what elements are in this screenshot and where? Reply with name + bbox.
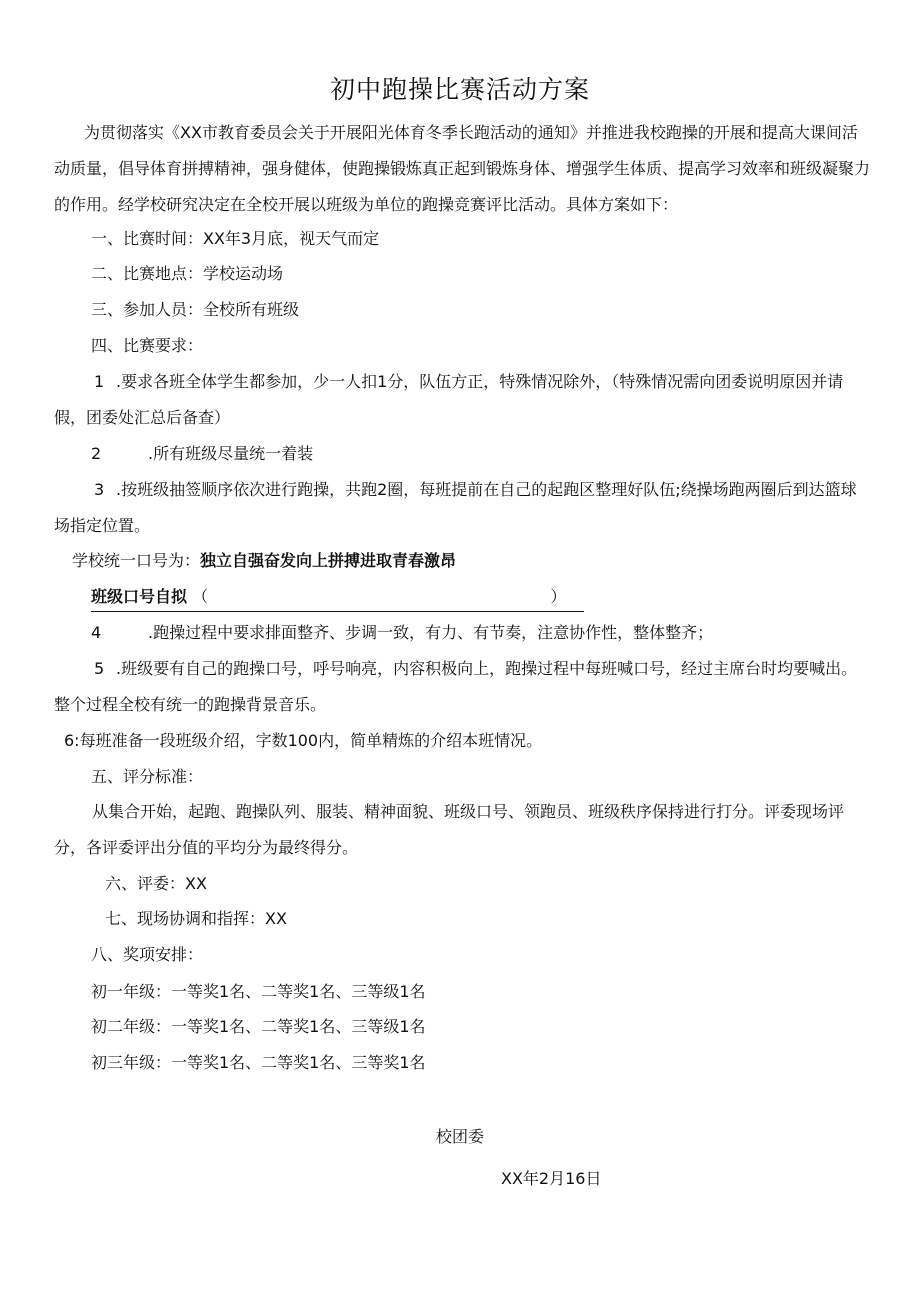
date: XX年2月16日 xyxy=(501,1169,602,1188)
req6-text: 6:每班准备一段班级介绍，字数100内，简单精炼的介绍本班情况。 xyxy=(64,731,543,750)
req4-text: .跑操过程中要求排面整齐、步调一致，有力、有节奏，注意协作性，整体整齐； xyxy=(148,623,714,642)
class-slogan-blank xyxy=(91,586,584,612)
section-place: 二、比赛地点：学校运动场 xyxy=(91,264,284,283)
class-slogan-close-paren: ） xyxy=(550,587,567,606)
class-slogan-label: 班级口号自拟 xyxy=(91,587,188,606)
req3-text: .按班级抽签顺序依次进行跑操，共跑2圈，每班提前在自己的起跑区整理好队伍;绕操场跑两圈后到达篮球场指定位置。 xyxy=(54,480,857,535)
school-slogan-text: 独立自强奋发向上拼搏进取青春激昂 xyxy=(200,551,457,570)
scoring-text: 从集合开始，起跑、跑操队列、服装、精神面貌、班级口号、领跑员、班级秩序保持进行打分。评委现场评分，各评委评出分值的平均分为最终得分。 xyxy=(54,802,845,857)
section-requirements-heading: 四、比赛要求： xyxy=(91,336,204,355)
school-slogan xyxy=(72,550,456,572)
award-grade3: 初三年级：一等奖1名、二等奖1名、三等奖1名 xyxy=(91,1053,426,1072)
signature: 校团委 xyxy=(436,1127,485,1146)
intro-paragraph: 为贯彻落实《XX市教育委员会关于开展阳光体育冬季长跑活动的通知》并推进我校跑操的开展和提高大课间活动质量，倡导体育拼搏精神，强身健体，使跑操锻炼真正起到锻炼身体、增强学生体质、提高学习效率和班级凝聚力的作用。经学校研究决定在全校开展以班级为单位的跑操竞赛评比活动。具体方案如下： xyxy=(54,123,871,214)
req5-text: .班级要有自己的跑操口号，呼号响亮，内容积极向上，跑操过程中每班喊口号，经过主席台时均要喊出。整个过程全校有统一的跑操背景音乐。 xyxy=(54,659,858,714)
req4-number: 4 xyxy=(91,623,102,642)
req3-number: 3 xyxy=(94,480,105,499)
section-awards-heading: 八、奖项安排： xyxy=(91,945,204,964)
section-coordination: 七、现场协调和指挥：XX xyxy=(105,909,287,928)
req1-text: .要求各班全体学生都参加，少一人扣1分，队伍方正，特殊情况除外，（特殊情况需向团委说明原因并请假，团委处汇总后备查） xyxy=(54,372,844,427)
section-participants: 三、参加人员：全校所有班级 xyxy=(91,300,300,319)
req2-text: .所有班级尽量统一着装 xyxy=(148,444,314,463)
req5-number: 5 xyxy=(94,659,105,678)
school-slogan-label: 学校统一口号为： xyxy=(72,551,201,570)
req1-number: 1 xyxy=(94,372,105,391)
document-title: 初中跑操比赛活动方案 xyxy=(329,75,590,104)
req2-number: 2 xyxy=(91,444,102,463)
award-grade1: 初一年级：一等奖1名、二等奖1名、三等级1名 xyxy=(91,982,426,1001)
section-time: 一、比赛时间：XX年3月底，视天气而定 xyxy=(91,229,380,248)
class-slogan-open-paren: （ xyxy=(192,587,209,606)
section-scoring-heading: 五、评分标准： xyxy=(91,767,204,786)
award-grade2: 初二年级：一等奖1名、二等奖1名、三等级1名 xyxy=(91,1017,426,1036)
section-judges: 六、评委：XX xyxy=(105,874,207,893)
